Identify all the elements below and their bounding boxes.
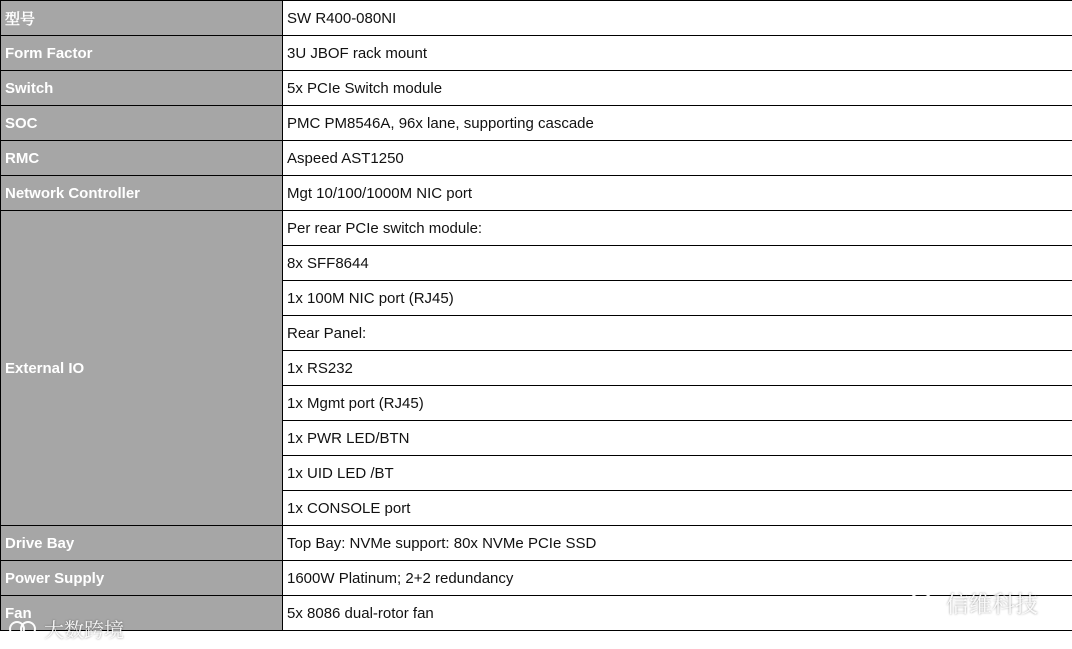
- spec-value: 3U JBOF rack mount: [283, 36, 1072, 71]
- table-row: [1, 106, 1072, 141]
- table-row: [1, 526, 1072, 561]
- spec-value: 1x CONSOLE port: [283, 491, 1072, 526]
- table-row: [1, 211, 1072, 246]
- spec-table-body: [1, 1, 1072, 631]
- spec-value: 1600W Platinum; 2+2 redundancy: [283, 561, 1072, 596]
- spec-label: External IO: [1, 211, 283, 526]
- spec-label: Fan: [1, 596, 283, 631]
- spec-label: SOC: [1, 106, 283, 141]
- table-row: [1, 141, 1072, 176]
- spec-value: SW R400-080NI: [283, 1, 1072, 36]
- table-row: [1, 36, 1072, 71]
- spec-value: Aspeed AST1250: [283, 141, 1072, 176]
- spec-label: Power Supply: [1, 561, 283, 596]
- spec-value: 1x Mgmt port (RJ45): [283, 386, 1072, 421]
- watermark-left-text: 大数跨境: [44, 618, 124, 642]
- logo-icon: [8, 618, 38, 640]
- spec-value: 1x RS232: [283, 351, 1072, 386]
- table-row: [1, 1, 1072, 36]
- spec-value: 5x 8086 dual-rotor fan: [283, 596, 1072, 631]
- spec-label: Network Controller: [1, 176, 283, 211]
- spec-label: Drive Bay: [1, 526, 283, 561]
- spec-label: Form Factor: [1, 36, 283, 71]
- wechat-icon: [910, 592, 940, 614]
- spec-value: 8x SFF8644: [283, 246, 1072, 281]
- spec-label: 型号: [1, 1, 283, 36]
- spec-value: Rear Panel:: [283, 316, 1072, 351]
- spec-label: Switch: [1, 71, 283, 106]
- spec-value: PMC PM8546A, 96x lane, supporting cascade: [283, 106, 1072, 141]
- spec-value: Per rear PCIe switch module:: [283, 211, 1072, 246]
- spec-value: 1x PWR LED/BTN: [283, 421, 1072, 456]
- watermark-dashu: [8, 614, 124, 643]
- spec-label: RMC: [1, 141, 283, 176]
- spec-value: Top Bay: NVMe support: 80x NVMe PCIe SSD: [283, 526, 1072, 561]
- watermark-xinwei: [910, 586, 1038, 619]
- spec-value: 1x 100M NIC port (RJ45): [283, 281, 1072, 316]
- table-row: [1, 71, 1072, 106]
- watermark-right-text: 信维科技: [946, 592, 1038, 618]
- spec-value: Mgt 10/100/1000M NIC port: [283, 176, 1072, 211]
- table-row: [1, 176, 1072, 211]
- spec-value: 5x PCIe Switch module: [283, 71, 1072, 106]
- spec-value: 1x UID LED /BT: [283, 456, 1072, 491]
